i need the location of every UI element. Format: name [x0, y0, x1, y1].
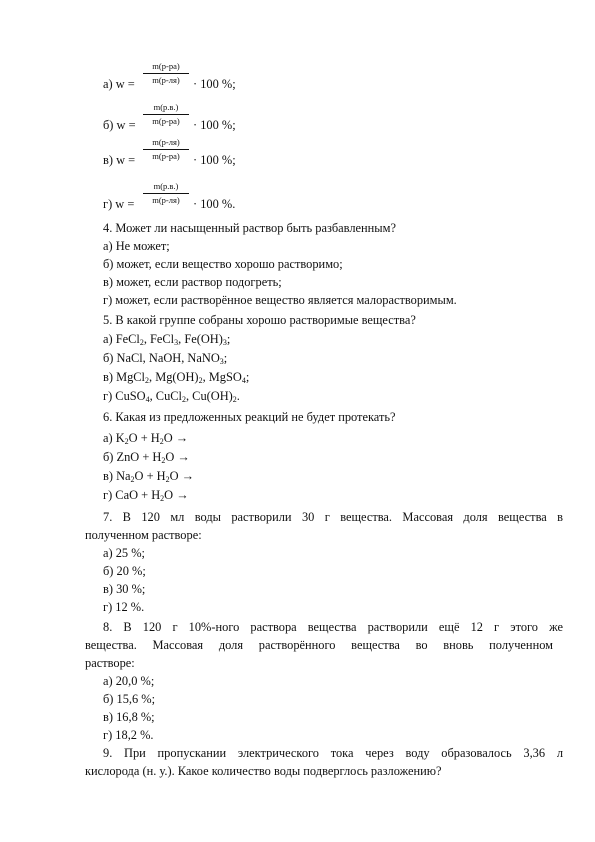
- formula-label: б) w =: [103, 118, 136, 132]
- fraction: [143, 137, 189, 162]
- q8-option-b: б) 15,6 %;: [103, 692, 156, 706]
- formula-label: а) w =: [103, 77, 135, 91]
- formula-part: ;: [223, 351, 228, 365]
- fraction-denominator: m(р-ля): [152, 75, 180, 85]
- question-8-line-3: растворе:: [85, 656, 135, 670]
- formula-part: .: [236, 389, 240, 403]
- q7-option-c: в) 30 %;: [103, 582, 146, 596]
- subscript: 2: [139, 338, 144, 347]
- fraction-numerator: m(р-ля): [143, 137, 189, 150]
- fraction-numerator: m(р.в.): [143, 181, 189, 194]
- formula-part: , FeCl: [143, 332, 175, 346]
- subscript: 4: [145, 395, 150, 404]
- subscript: 2: [181, 395, 186, 404]
- formula-part: O + H: [128, 431, 160, 445]
- q4-option-d: г) может, если растворённое вещество является малорастворимым.: [103, 293, 457, 307]
- question-7-line-2: полученном растворе:: [85, 528, 202, 542]
- q6-option-d: [103, 488, 189, 503]
- formula-tail: · 100 %;: [193, 77, 236, 91]
- formula-part: б) ZnO + H: [103, 450, 162, 464]
- fraction-numerator: m(р-ра): [143, 61, 189, 74]
- subscript: 3: [174, 338, 179, 347]
- formula-part: O →: [165, 450, 190, 464]
- fraction-numerator: m(р.в.): [143, 102, 189, 115]
- q5-option-d: [103, 389, 240, 404]
- question-4: 4. Может ли насыщенный раствор быть разбавленным?: [103, 221, 396, 235]
- q5-option-c: [103, 370, 249, 385]
- q7-option-b: б) 20 %;: [103, 564, 146, 578]
- formula-part: , MgSO: [202, 370, 242, 384]
- q5-option-a: [103, 332, 230, 347]
- question-6: 6. Какая из предложенных реакций не будет протекать?: [103, 410, 396, 424]
- subscript: 2: [130, 475, 135, 484]
- formula-part: , Mg(OH): [149, 370, 199, 384]
- subscript: 2: [159, 437, 164, 446]
- q6-option-a: [103, 431, 188, 446]
- formula-part: в) MgCl: [103, 370, 145, 384]
- formula-part: ;: [245, 370, 250, 384]
- formula-part: O →: [164, 488, 189, 502]
- q8-option-d: г) 18,2 %.: [103, 728, 154, 742]
- q4-option-b: б) может, если вещество хорошо растворимо;: [103, 257, 343, 271]
- q5-option-b: [103, 351, 227, 366]
- question-7-line-1: 7. В 120 мл воды растворили 30 г вещества. Массовая доля вещества в: [103, 510, 563, 524]
- q8-option-a: а) 20,0 %;: [103, 674, 155, 688]
- fraction-denominator: m(р-ля): [152, 195, 180, 205]
- subscript: 2: [165, 475, 170, 484]
- q4-option-a: а) Не может;: [103, 239, 170, 253]
- formula-part: а) K: [103, 431, 125, 445]
- formula-part: б) NaCl, NaOH, NaNO: [103, 351, 220, 365]
- fraction: [143, 61, 189, 86]
- formula-tail: · 100 %.: [193, 197, 236, 211]
- formula-option-a: [103, 61, 303, 101]
- question-8-line-2: вещества. Массовая доля растворённого вещества во вновь полученном: [85, 638, 553, 652]
- fraction-denominator: m(р-ра): [152, 151, 180, 161]
- formula-part: г) CuSO: [103, 389, 146, 403]
- formula-part: O + H: [134, 469, 166, 483]
- fraction: [143, 181, 189, 206]
- formula-tail: · 100 %;: [193, 153, 236, 167]
- formula-part: г) CaO + H: [103, 488, 161, 502]
- question-9-line-1: 9. При пропускании электрического тока через воду образовалось 3,36 л: [103, 746, 563, 760]
- subscript: 3: [222, 338, 227, 347]
- q6-option-b: [103, 450, 190, 465]
- q8-option-c: в) 16,8 %;: [103, 710, 155, 724]
- subscript: 2: [232, 395, 237, 404]
- formula-part: а) FeCl: [103, 332, 140, 346]
- formula-option-d: [103, 181, 303, 221]
- subscript: 2: [145, 376, 149, 385]
- formula-part: , Cu(OH): [185, 389, 233, 403]
- question-5: 5. В какой группе собраны хорошо растворимые вещества?: [103, 313, 416, 327]
- subscript: 2: [160, 494, 165, 503]
- q7-option-d: г) 12 %.: [103, 600, 145, 614]
- subscript: 2: [161, 456, 166, 465]
- formula-option-c: [103, 137, 303, 177]
- formula-part: O →: [169, 469, 195, 483]
- formula-tail: · 100 %;: [193, 118, 236, 132]
- formula-label: г) w =: [103, 197, 135, 211]
- formula-part: O →: [163, 431, 189, 445]
- subscript: 2: [124, 437, 129, 446]
- question-8-line-1: 8. В 120 г 10%-ного раствора вещества растворили ещё 12 г этого же: [103, 620, 563, 634]
- formula-label: в) w =: [103, 153, 136, 167]
- formula-option-b: [103, 102, 303, 142]
- q6-option-c: [103, 469, 194, 484]
- subscript: 3: [219, 357, 224, 366]
- fraction: [143, 102, 189, 127]
- subscript: 2: [198, 376, 203, 385]
- fraction-denominator: m(р-ра): [152, 116, 180, 126]
- q4-option-c: в) может, если раствор подогреть;: [103, 275, 282, 289]
- formula-part: , Fe(OH): [178, 332, 223, 346]
- q7-option-a: а) 25 %;: [103, 546, 145, 560]
- formula-part: ;: [226, 332, 231, 346]
- subscript: 4: [241, 376, 246, 385]
- question-9-line-2: кислорода (н. у.). Какое количество воды подверглось разложению?: [85, 764, 442, 778]
- formula-part: , CuCl: [149, 389, 182, 403]
- formula-part: в) Na: [103, 469, 131, 483]
